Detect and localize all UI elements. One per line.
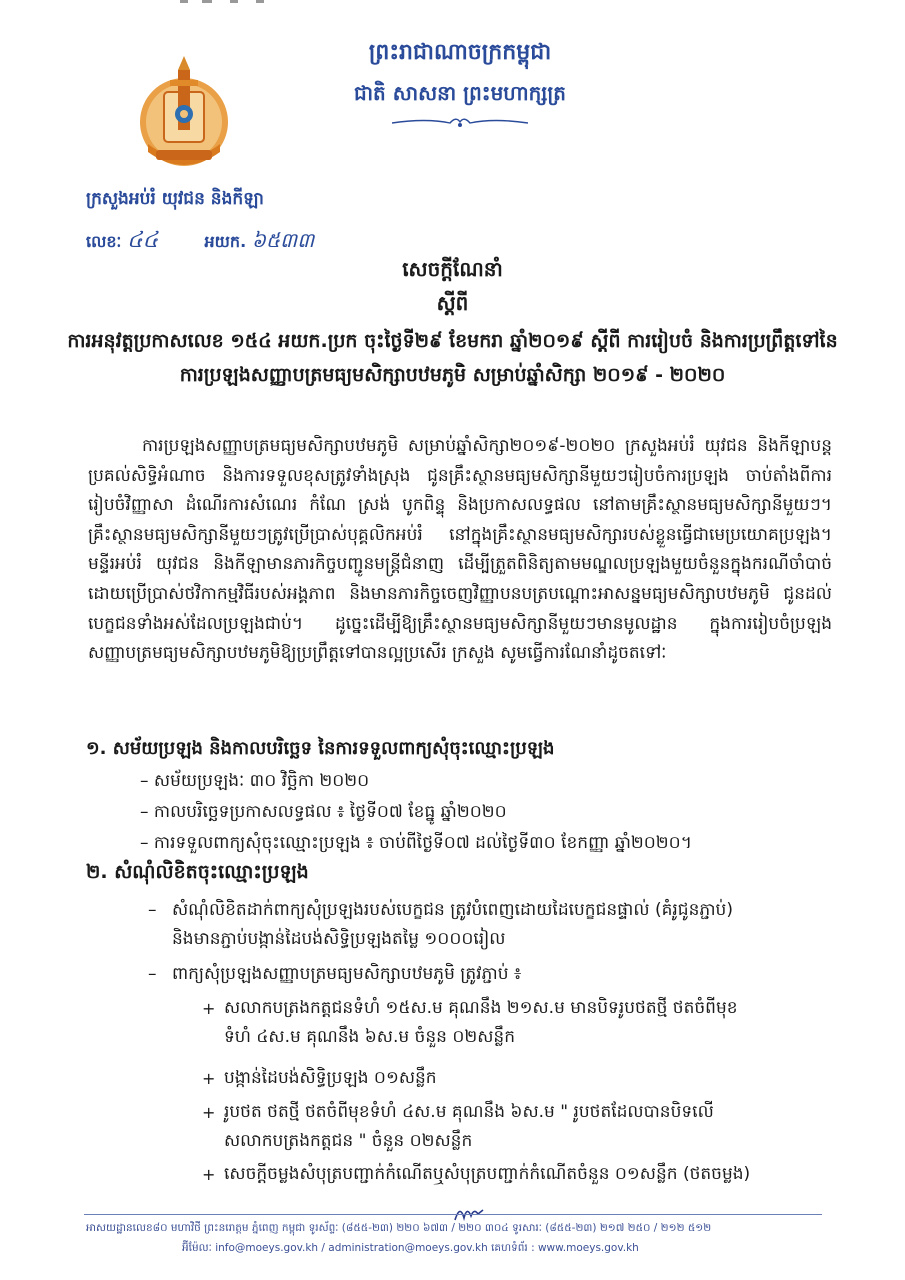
item-line: សលាកបត្រងកត្តជន " ចំនួន ០២សន្លឹក <box>224 1131 473 1151</box>
subject-label: ស្តីពី <box>436 291 469 315</box>
section-1-item-exam-date: – សម័យប្រឡងៈ ៣០ វិច្ឆិកា ២០២០ <box>140 771 370 791</box>
scan-marks <box>180 0 270 8</box>
subject-title: ការអនុវត្តប្រកាសលេខ ១៥៤ អយក.ប្រក ចុះថ្ងៃទី២៩ ខែមករា ឆ្នាំ២០១៩ ស្តីពី ការរៀបចំ និងការប្រព្រឹត្តទៅនៃការប្រឡងសញ្ញាបត្រមធ្យមសិក្សាបឋមភូមិ សម្រាប់ឆ្នាំសិក្សា ២០១៩ - ២០២០ <box>67 330 838 386</box>
footer-contact: អ៊ីម៉ែលៈ info@moeys.gov.kh / administration@moeys.gov.kh គេហទំព័រ : www.moeys.gov.kh <box>182 1242 639 1254</box>
section-2-item-attachments <box>148 960 862 989</box>
bullet-plus: + <box>202 1069 216 1088</box>
section-1-heading: ១. សម័យប្រឡង និងកាលបរិច្ឆេទ នៃការទទួលពាក្យសុំចុះឈ្មោះប្រឡង <box>86 738 555 759</box>
item-line: សំណុំលិខិតដាក់ពាក្យសុំប្រឡងរបស់បេក្ខជន ត្រូវបំពេញដោយដៃបេក្ខជនផ្ទាល់ (គំរូជូនភ្ជាប់) <box>172 900 733 920</box>
document-type-title: សេចក្តីណែនាំ <box>402 257 503 281</box>
kingdom-title: ព្រះរាជាណាចក្រកម្ពុជា <box>368 40 552 65</box>
attachment-birth-certificate <box>202 1160 864 1189</box>
footer-address: អាសយដ្ឋានលេខ៨០ មហាវិថី ព្រះនរោត្តម ភ្នំពេញ កម្ពុជា ទូរស័ព្ទៈ (៨៥៥-២៣) ២២០ ៦៧៣ / ២២០ ៣០៤ ទូរសារៈ (៨៥៥-២៣) ២១៧ ២៥០ / ២១២ ៥១២ <box>86 1222 712 1234</box>
intro-paragraph: ការប្រឡងសញ្ញាបត្រមធ្យមសិក្សាបឋមភូមិ សម្រាប់ឆ្នាំសិក្សា២០១៩-២០២០ ក្រសួងអប់រំ យុវជន និងកីឡាបន្តប្រគល់សិទ្ធិអំណាច និងការទទួលខុសត្រូវទាំងស្រុង ជូនគ្រឹះស្ថានមធ្យមសិក្សានីមួយៗរៀបចំការប្រឡង ចាប់តាំងពីការរៀបចំវិញ្ញាសា ដំណើរការសំណេរ កំណែ ស្រង់ បូកពិន្ទុ និងប្រកាសលទ្ធផល នៅតាមគ្រឹះស្ថានមធ្យមសិក្សានីមួយៗ។ គ្រឹះស្ថានមធ្យមសិក្សានីមួយៗត្រូវប្រើប្រាស់បុគ្គលិកអប់រំ នៅក្នុងគ្រឹះស្ថានមធ្យមសិក្សារបស់ខ្លួនធ្វើជាមេប្រយោគប្រឡង។ មន្ទីរអប់រំ យុវជន និងកីឡាមានភារកិច្ចបញ្ជូនមន្ត្រីជំនាញ ដើម្បីត្រួតពិនិត្យតាមមណ្ឌលប្រឡងមួយចំនួនក្នុងករណីចាំបាច់ ដោយប្រើប្រាស់ថវិកាកម្មវិធីរបស់អង្គភាព និងមានភារកិច្ចចេញវិញ្ញាបនបត្របណ្តោះអាសន្នមធ្យមសិក្សាបឋមភូមិ ជូនដល់បេក្ខជនទាំងអស់ដែលប្រឡងជាប់។ ដូច្នេះដើម្បីឱ្យគ្រឹះស្ថានមធ្យមសិក្សានីមួយៗមានមូលដ្ឋាន ក្នុងការរៀបចំប្រឡងសញ្ញាបត្រមធ្យមសិក្សាបឋមភូមិឱ្យប្រព្រឹត្តទៅបានល្អប្រសើរ ក្រសួង សូមធ្វើការណែនាំដូចតទៅៈ <box>88 436 832 664</box>
ornament-divider-icon <box>392 114 528 130</box>
ref-code: ៦៥៣៣ <box>251 228 315 252</box>
footer-divider <box>84 1214 822 1215</box>
item-line: បង្កាន់ដៃបង់សិទ្ធិប្រឡង ០១សន្លឹក <box>224 1068 437 1088</box>
reference-number <box>86 226 314 258</box>
section-2-item-application-file <box>148 896 862 954</box>
section-2-heading: ២. សំណុំលិខិតចុះឈ្មោះប្រឡង <box>86 861 309 883</box>
attachment-fee-receipt <box>202 1064 864 1093</box>
section-1-item-registration-period: – ការទទួលពាក្យសុំចុះឈ្មោះប្រឡង ៖ ចាប់ពីថ្ងៃទី០៧ ដល់ថ្ងៃទី៣០ ខែកញ្ញា ឆ្នាំ២០២០។ <box>140 833 692 853</box>
section-1-item-result-date: – កាលបរិច្ឆេទប្រកាសលទ្ធផល ៖ ថ្ងៃទី០៧ ខែធ្នូ ឆ្នាំ២០២០ <box>140 802 507 822</box>
bullet-plus: + <box>202 999 216 1018</box>
national-motto: ជាតិ សាសនា ព្រះមហាក្សត្រ <box>354 81 566 105</box>
ref-prefix: លេខៈ <box>86 232 122 251</box>
bullet-dash: – <box>148 964 157 984</box>
item-line: ទំហំ ៤ស.ម គុណនឹង ៦ស.ម ចំនួន ០២សន្លឹក <box>224 1027 516 1047</box>
item-line: រូបថត ថតថ្មី ថតចំពីមុខទំហំ ៤ស.ម គុណនឹង ៦ស.ម " រូបថតដែលបានបិទលើ <box>224 1102 714 1122</box>
attachment-registration-form <box>202 994 864 1052</box>
ref-dept: អយក. <box>204 232 247 251</box>
item-line: សលាកបត្រងកត្តជនទំហំ ១៥ស.ម គុណនឹង ២១ស.ម មានបិទរូបថតថ្មី ថតចំពីមុខ <box>224 998 738 1018</box>
bullet-plus: + <box>202 1103 216 1122</box>
item-line: ពាក្យសុំប្រឡងសញ្ញាបត្រមធ្យមសិក្សាបឋមភូមិ ត្រូវភ្ជាប់ ៖ <box>172 964 522 984</box>
attachment-photos <box>202 1098 864 1156</box>
ministry-name: ក្រសួងអប់រំ យុវជន និងកីឡា <box>86 189 264 209</box>
item-line: សេចក្តីចម្លងសំបុត្របញ្ជាក់កំណើតឬសំបុត្របញ្ជាក់កំណើតចំនួន ០១សន្លឹក (ថតចម្លង) <box>224 1164 751 1184</box>
item-line: និងមានភ្ជាប់បង្កាន់ដៃបង់សិទ្ធិប្រឡងតម្លៃ ១០០០រៀល <box>172 929 506 949</box>
bullet-dash: – <box>148 900 157 920</box>
bullet-plus: + <box>202 1165 216 1184</box>
ministry-emblem-logo <box>134 52 234 178</box>
ref-number: ៤៤ <box>126 228 159 253</box>
